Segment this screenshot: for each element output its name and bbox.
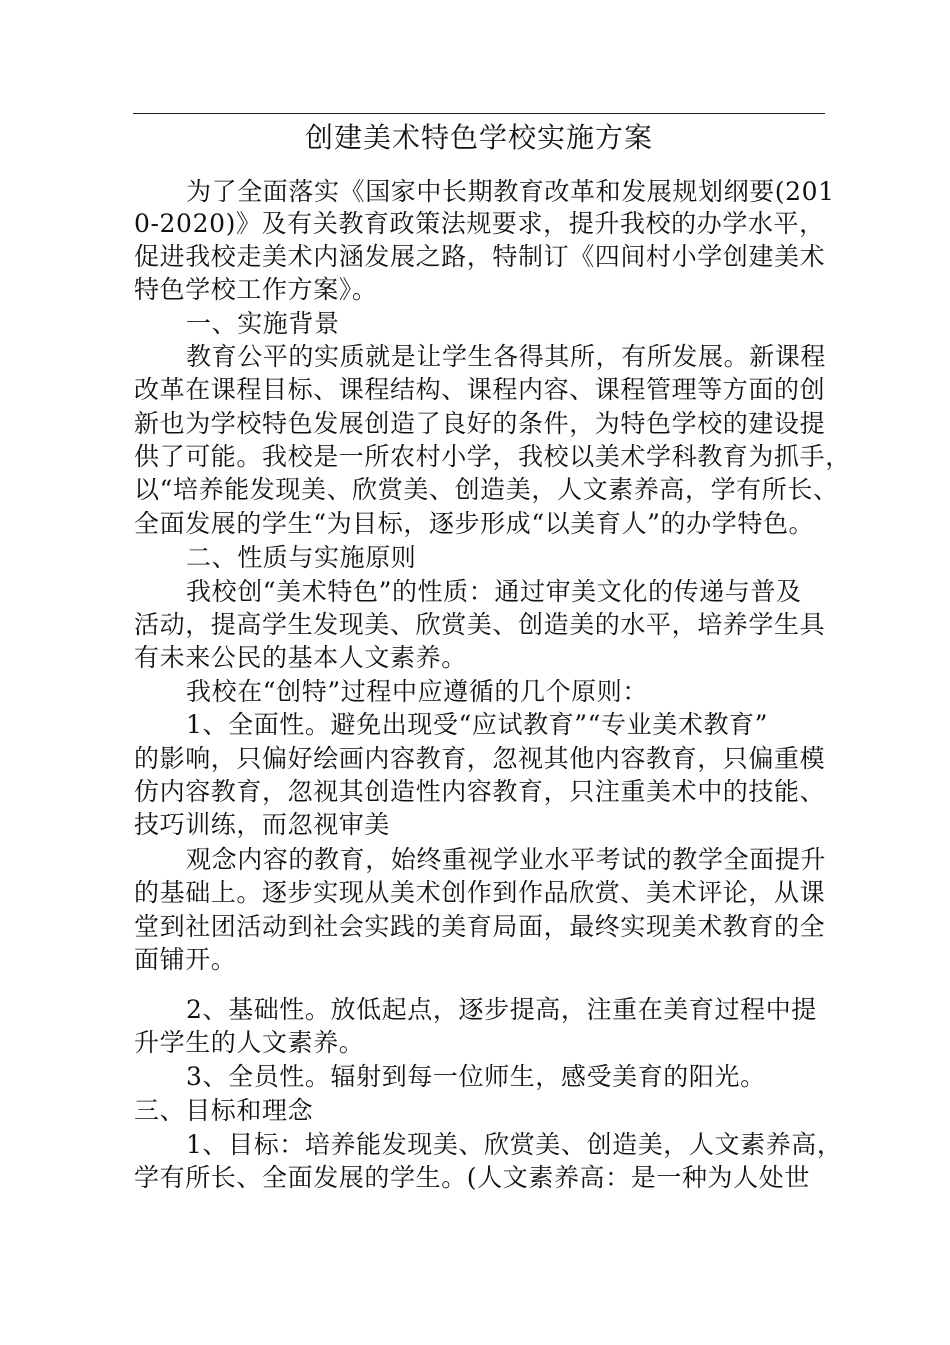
paragraph-line: 特色学校工作方案》。 bbox=[134, 275, 378, 304]
paragraph-line: 促进我校走美术内涵发展之路，特制订《四间村小学创建美术 bbox=[134, 242, 826, 271]
paragraph-line: 教育公平的实质就是让学生各得其所，有所发展。新课程 bbox=[186, 342, 827, 371]
paragraph-line: 的基础上。逐步实现从美术创作到作品欣赏、美术评论，从课 bbox=[134, 878, 826, 907]
paragraph-line: 学有所长、全面发展的学生。(人文素养高：是一种为人处世 bbox=[134, 1163, 810, 1192]
paragraph-line: 我校在“创特”过程中应遵循的几个原则： bbox=[186, 677, 648, 706]
paragraph-line: 3、全员性。辐射到每一位师生，感受美育的阳光。 bbox=[186, 1062, 766, 1091]
paragraph-line: 供了可能。我校是一所农村小学，我校以美术学科教育为抓手， bbox=[134, 442, 851, 471]
paragraph-line: 改革在课程目标、课程结构、课程内容、课程管理等方面的创 bbox=[134, 375, 826, 404]
document-title: 创建美术特色学校实施方案 bbox=[304, 121, 653, 154]
section-heading: 二、性质与实施原则 bbox=[186, 543, 417, 572]
paragraph-line: 0-2020)》及有关教育政策法规要求，提升我校的办学水平， bbox=[134, 209, 825, 238]
paragraph-line: 以“培养能发现美、欣赏美、创造美，人文素养高，学有所长、 bbox=[134, 475, 839, 504]
paragraph-line: 全面发展的学生“为目标，逐步形成“以美育人”的办学特色。 bbox=[134, 509, 815, 538]
paragraph-line: 升学生的人文素养。 bbox=[134, 1028, 365, 1057]
paragraph-line: 活动，提高学生发现美、欣赏美、创造美的水平，培养学生具 bbox=[134, 610, 826, 639]
header-rule bbox=[133, 113, 825, 114]
paragraph-line: 为了全面落实《国家中长期教育改革和发展规划纲要(201 bbox=[186, 177, 835, 206]
paragraph-line: 1、目标：培养能发现美、欣赏美、创造美，人文素养高， bbox=[186, 1130, 843, 1159]
paragraph-line: 仿内容教育，忽视其创造性内容教育，只注重美术中的技能、 bbox=[134, 777, 826, 806]
section-heading: 一、实施背景 bbox=[186, 309, 340, 338]
paragraph-line: 堂到社团活动到社会实践的美育局面，最终实现美术教育的全 bbox=[134, 912, 826, 941]
paragraph-line: 观念内容的教育，始终重视学业水平考试的教学全面提升 bbox=[186, 845, 827, 874]
paragraph-line: 新也为学校特色发展创造了良好的条件，为特色学校的建设提 bbox=[134, 409, 826, 438]
paragraph-line: 2、基础性。放低起点，逐步提高，注重在美育过程中提 bbox=[186, 995, 817, 1024]
paragraph-line: 技巧训练，而忽视审美 bbox=[134, 810, 391, 839]
paragraph-line: 我校创“美术特色”的性质：通过审美文化的传递与普及 bbox=[186, 577, 802, 606]
section-heading: 三、目标和理念 bbox=[134, 1096, 314, 1125]
paragraph-line: 1、全面性。避免出现受“应试教育”“专业美术教育” bbox=[186, 710, 769, 739]
paragraph-line: 面铺开。 bbox=[134, 945, 237, 974]
paragraph-line: 有未来公民的基本人文素养。 bbox=[134, 643, 467, 672]
paragraph-line: 的影响，只偏好绘画内容教育，忽视其他内容教育，只偏重模 bbox=[134, 744, 826, 773]
